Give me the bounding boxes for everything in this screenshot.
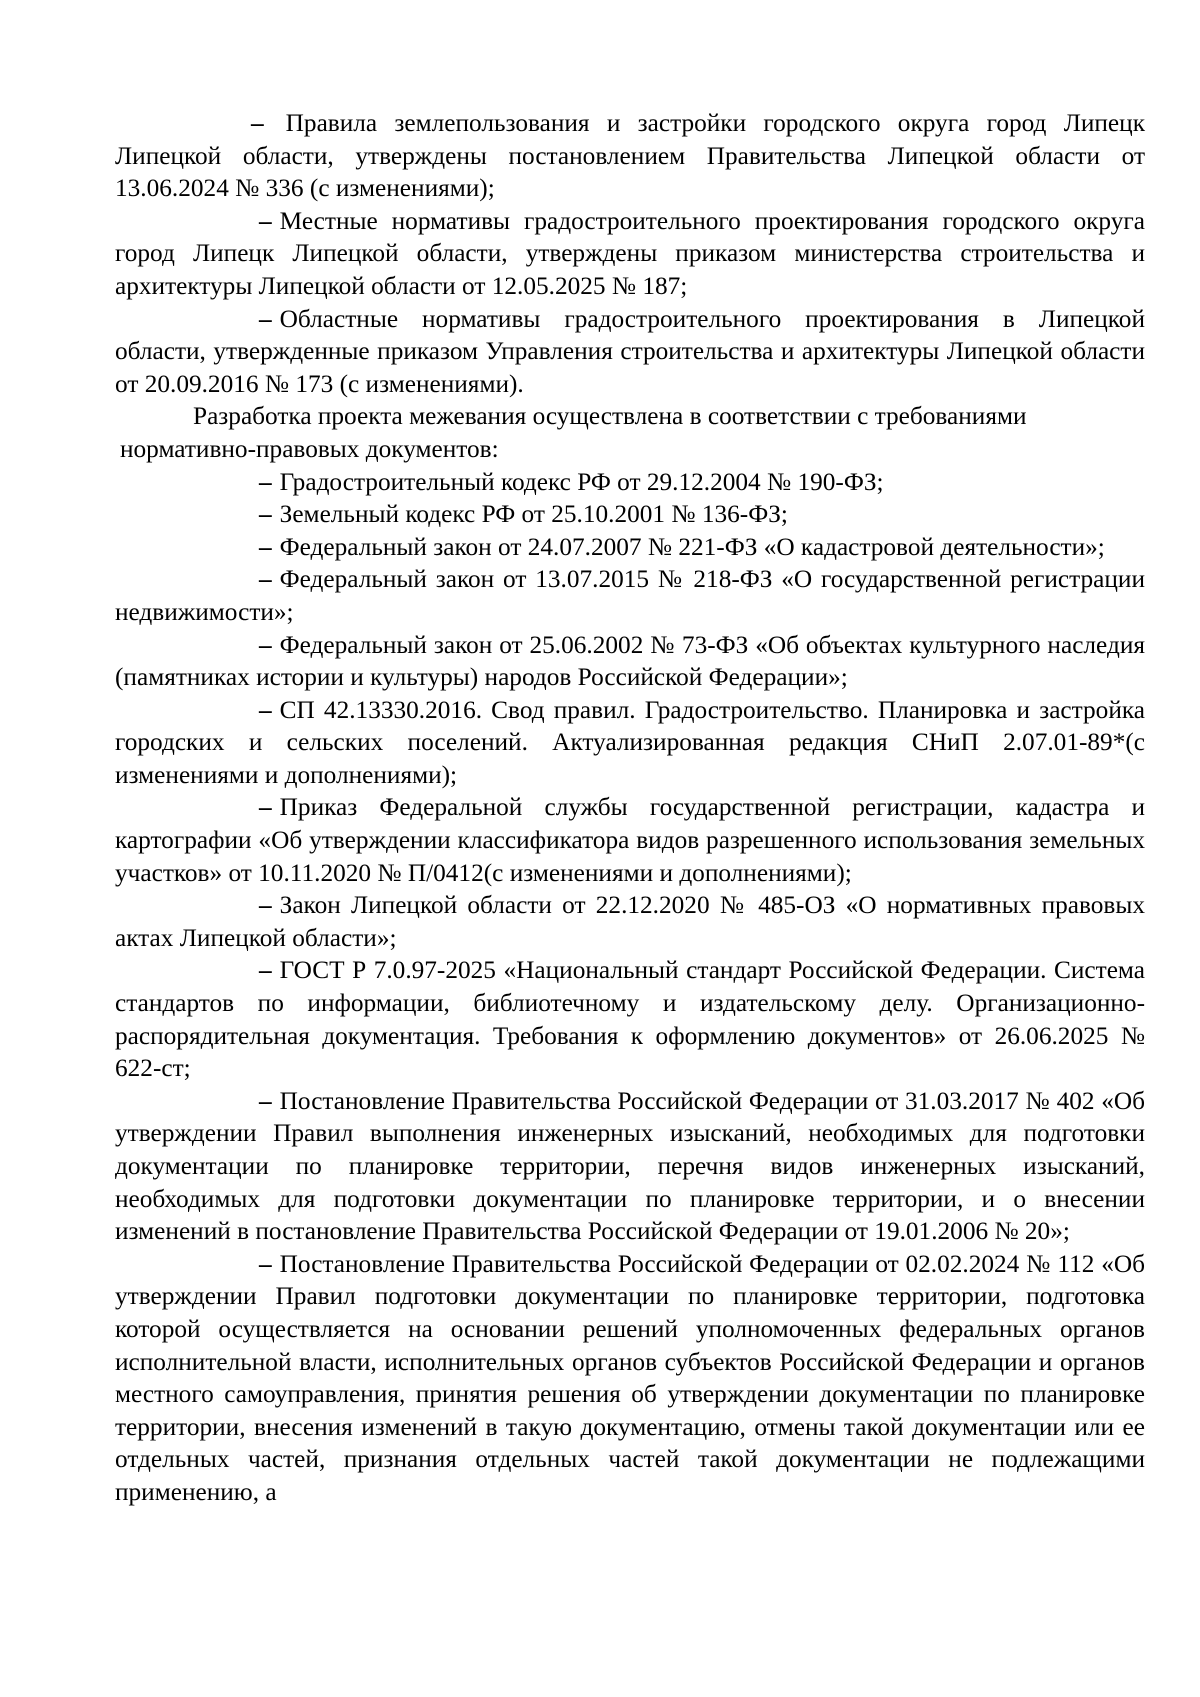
intro-line-2: нормативно-правовых документов: [120,434,499,463]
list-item [115,205,1145,303]
dash-bullet: – [259,467,272,496]
dash-bullet: – [259,695,272,724]
list-item [115,1248,1145,1509]
list-item-text: Постановление Правительства Российской Федерации от 31.03.2017 № 402 «Об утверждении Правил выполнения инженерных изысканий, необходимых для подготовки документации по планировке территории, перечня видов инженерных изысканий, необходимых для подготовки документации по планировке территории, и о внесении изменений в постановление Правительства Российской Федерации от 19.01.2006 № 20»; [115,1086,1145,1246]
dash-bullet: – [259,500,272,529]
list-item-text: Местные нормативы градостроительного проектирования городского округа город Липецк Липецкой области, утверждены приказом министерства строительства и архитектуры Липецкой области от 12.05.2025 № 187; [115,206,1145,300]
list-item [115,107,1145,205]
list-item [115,498,1145,531]
dash-bullet: – [259,891,272,920]
dash-bullet: – [251,109,264,137]
list-item-text: Приказ Федеральной службы государственной регистрации, кадастра и картографии «Об утверждении классификатора видов разрешенного использования земельных участков» от 10.11.2020 № П/0412(с изменениями и дополнениями); [115,793,1145,887]
list-item [115,466,1145,499]
list-item-text: ГОСТ Р 7.0.97-2025 «Национальный стандарт Российской Федерации. Система стандартов по информации, библиотечному и издательскому делу. Организационно-распорядительная документация. Требования к оформлению документов» от 26.06.2025 № 622-ст; [115,956,1145,1083]
list-item [115,694,1145,792]
document-page [115,107,1145,1509]
list-item-text: Федеральный закон от 25.06.2002 № 73-ФЗ «Об объектах культурного наследия (памятниках истории и культуры) народов Российской Федерации»; [115,630,1145,692]
list-item-text: Земельный кодекс РФ от 25.10.2001 № 136-ФЗ; [279,500,788,529]
list-item-text: Правила землепользования и застройки городского округа город Липецк Липецкой области, утверждены постановлением Правительства Липецкой области от 13.06.2024 № 336 (с изменениями); [115,109,1145,203]
list-item-text: Градостроительный кодекс РФ от 29.12.2004 № 190-ФЗ; [279,467,884,496]
list-item-text: Постановление Правительства Российской Федерации от 02.02.2024 № 112 «Об утверждении Правил подготовки документации по планировке территории, подготовка которой осуществляется на основании решений уполномоченных федеральных органов исполнительной власти, исполнительных органов субъектов Российской Федерации и органов местного самоуправления, принятия решения об утверждении документации по планировке территории, внесения изменений в такую документацию, отмены такой документации или ее отдельных частей, признания отдельных частей такой документации не подлежащими применению, а [115,1249,1145,1506]
list-item [115,303,1145,401]
dash-bullet: – [259,565,272,594]
list-item-text: Федеральный закон от 24.07.2007 № 221-ФЗ «О кадастровой деятельности»; [279,532,1105,561]
list-item [115,791,1145,889]
list-item-text: Закон Липецкой области от 22.12.2020 № 485-ОЗ «О нормативных правовых актах Липецкой области»; [115,891,1145,952]
list-item [115,889,1145,954]
list-item [115,531,1145,564]
list-item [115,563,1145,628]
dash-bullet: – [259,793,272,822]
list-item-text: Областные нормативы градостроительного проектирования в Липецкой области, утвержденные приказом Управления строительства и архитектуры Липецкой области от 20.09.2016 № 173 (с изменениями). [115,304,1145,398]
intro-line-1: Разработка проекта межевания осуществлена в соответствии с требованиями [193,402,1027,431]
list-item [115,954,1145,1084]
dash-bullet: – [259,956,272,985]
list-item [115,629,1145,694]
list-item-text: СП 42.13330.2016. Свод правил. Градостроительство. Планировка и застройка городских и сельских поселений. Актуализированная редакция СНиП 2.07.01-89*(с изменениями и дополнениями); [115,695,1145,789]
dash-bullet: – [259,532,272,561]
dash-bullet: – [259,206,272,235]
intro-paragraph [115,400,1145,465]
list-item [115,1085,1145,1248]
dash-bullet: – [259,630,272,659]
dash-bullet: – [259,1086,272,1115]
dash-bullet: – [259,1249,272,1278]
list-item-text: Федеральный закон от 13.07.2015 № 218-ФЗ «О государственной регистрации недвижимости»; [115,565,1145,626]
dash-bullet: – [259,304,272,333]
